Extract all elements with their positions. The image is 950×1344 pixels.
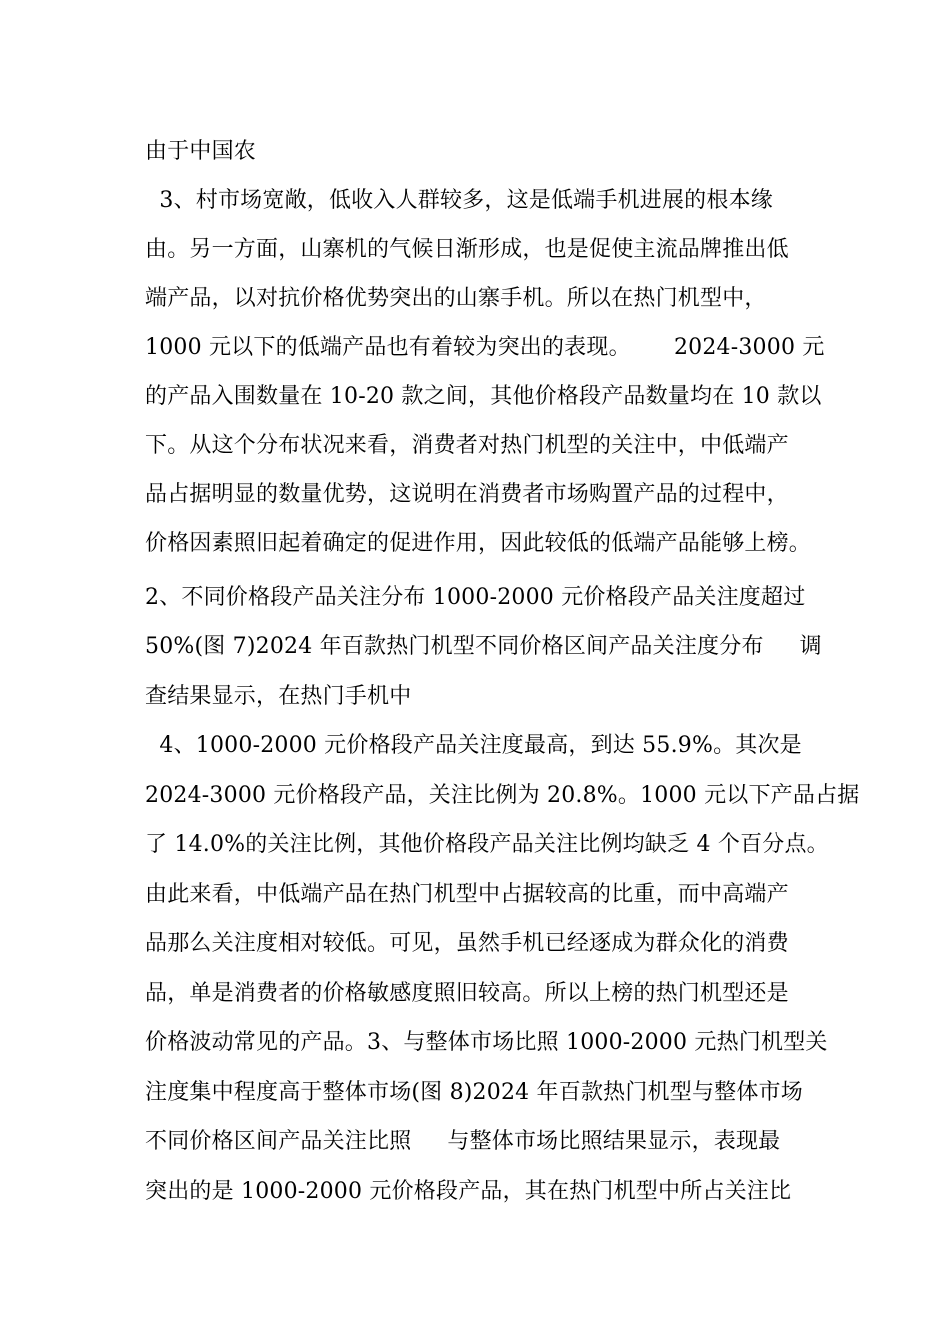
paragraph-line: 品那么关注度相对较低。可见，虽然手机已经逐成为群众化的消费 [145,931,789,956]
paragraph-line: 50%(图 7)2024 年百款热门机型不同价格区间产品关注度分布 调 [145,634,822,659]
paragraph-line: 2024-3000 元价格段产品，关注比例为 20.8%。1000 元以下产品占据 [145,783,860,808]
paragraph-line: 2、不同价格段产品关注分布 1000-2000 元价格段产品关注度超过 [145,585,806,610]
paragraph-line: 价格波动常见的产品。3、与整体市场比照 1000-2000 元热门机型关 [145,1030,828,1055]
paragraph-line: 查结果显示，在热门手机中 [145,684,412,709]
paragraph-line: 了 14.0%的关注比例，其他价格段产品关注比例均缺乏 4 个百分点。 [145,832,829,857]
paragraph-line: 突出的是 1000-2000 元价格段产品，其在热门机型中所占关注比 [145,1179,792,1204]
paragraph-line: 4、1000-2000 元价格段产品关注度最高，到达 55.9%。其次是 [145,733,802,758]
paragraph-line: 由于中国农 [145,139,257,164]
paragraph-line: 价格因素照旧起着确定的促进作用，因此较低的低端产品能够上榜。 [145,531,812,556]
paragraph-line: 不同价格区间产品关注比照 与整体市场比照结果显示，表现最 [145,1129,781,1154]
paragraph-line: 注度集中程度高于整体市场(图 8)2024 年百款热门机型与整体市场 [145,1080,803,1105]
paragraph-line: 由此来看，中低端产品在热门机型中占据较高的比重，而中高端产 [145,882,789,907]
paragraph-line: 3、村市场宽敞，低收入人群较多，这是低端手机进展的根本缘 [145,188,773,213]
paragraph-line: 的产品入围数量在 10-20 款之间，其他价格段产品数量均在 10 款以 [145,384,822,409]
paragraph-line: 端产品，以对抗价格优势突出的山寨手机。所以在热门机型中， [145,286,767,311]
paragraph-line: 1000 元以下的低端产品也有着较为突出的表现。 2024-3000 元 [145,335,825,360]
paragraph-line: 品占据明显的数量优势，这说明在消费者市场购置产品的过程中， [145,482,789,507]
paragraph-line: 下。从这个分布状况来看，消费者对热门机型的关注中，中低端产 [145,433,789,458]
paragraph-line: 由。另一方面，山寨机的气候日渐形成，也是促使主流品牌推出低 [145,237,789,262]
paragraph-line: 品，单是消费者的价格敏感度照旧较高。所以上榜的热门机型还是 [145,981,789,1006]
